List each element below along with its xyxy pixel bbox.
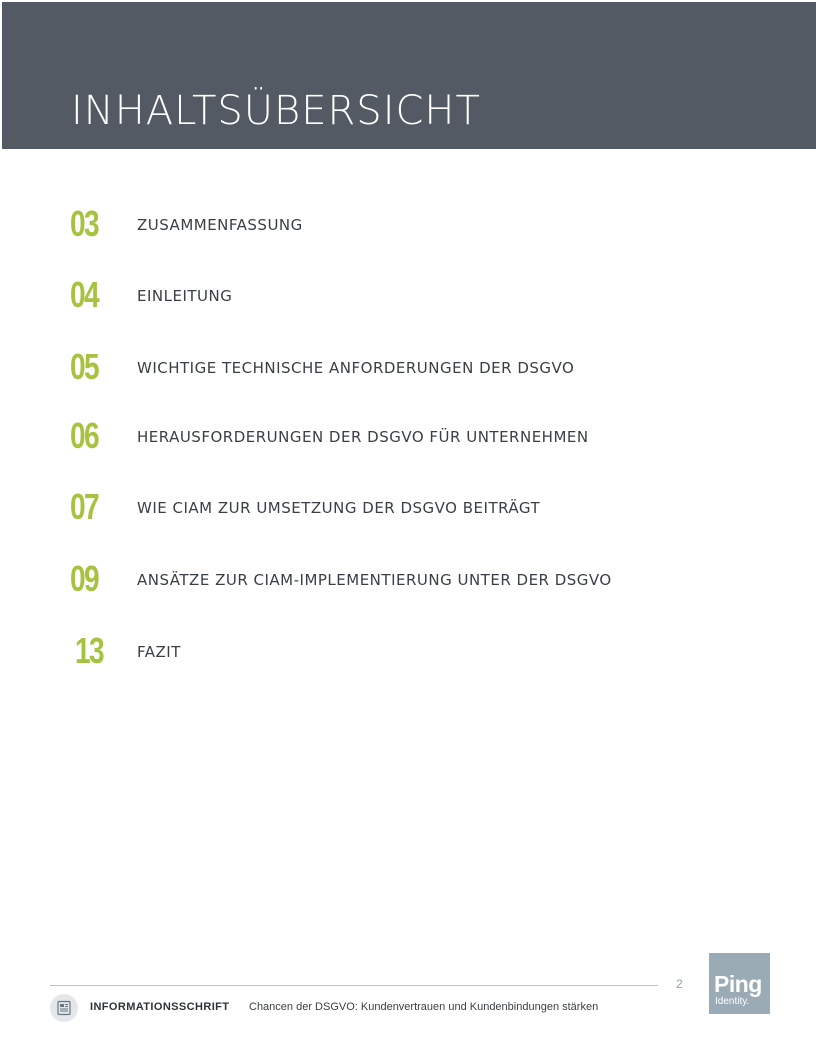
toc-entry-label: HERAUSFORDERUNGEN DER DSGVO FÜR UNTERNEHMEN (137, 428, 589, 446)
toc-entry-label: WICHTIGE TECHNISCHE ANFORDERUNGEN DER DSGVO (137, 359, 575, 377)
toc-entry-ciam-approaches[interactable] (0, 557, 760, 601)
toc-entry-challenges[interactable] (0, 414, 760, 458)
toc-entry-introduction[interactable] (0, 273, 760, 317)
toc-page-number: 07 (70, 486, 99, 527)
toc-entry-label: EINLEITUNG (137, 287, 233, 305)
toc-entry-conclusion[interactable] (0, 629, 760, 673)
page-title: INHALTSÜBERSICHT (71, 88, 481, 134)
footer-document-type: INFORMATIONSSCHRIFT (90, 1001, 230, 1013)
toc-page-number: 05 (70, 346, 99, 387)
toc-page-number: 09 (70, 558, 99, 599)
ping-identity-logo (709, 953, 770, 1014)
document-icon (50, 994, 78, 1022)
toc-entry-label: FAZIT (137, 643, 181, 661)
toc-page-number: 03 (70, 203, 99, 244)
toc-page-number: 13 (75, 630, 104, 671)
toc-entry-summary[interactable] (0, 202, 760, 246)
toc-entry-ciam-contribution[interactable] (0, 485, 760, 529)
toc-entry-label: ANSÄTZE ZUR CIAM-IMPLEMENTIERUNG UNTER DER DSGVO (137, 571, 612, 589)
footer-divider (50, 985, 658, 986)
page-number: 2 (676, 977, 683, 991)
toc-page-number: 06 (70, 415, 99, 456)
toc-page-number: 04 (70, 274, 99, 315)
footer-document-title: Chancen der DSGVO: Kundenvertrauen und Kundenbindungen stärken (249, 1001, 599, 1013)
logo-wordmark: Ping (714, 971, 762, 997)
toc-entry-technical-requirements[interactable] (0, 345, 760, 389)
toc-entry-label: ZUSAMMENFASSUNG (137, 216, 303, 234)
logo-subtitle: Identity. (715, 996, 750, 1007)
toc-entry-label: WIE CIAM ZUR UMSETZUNG DER DSGVO BEITRÄGT (137, 499, 541, 517)
